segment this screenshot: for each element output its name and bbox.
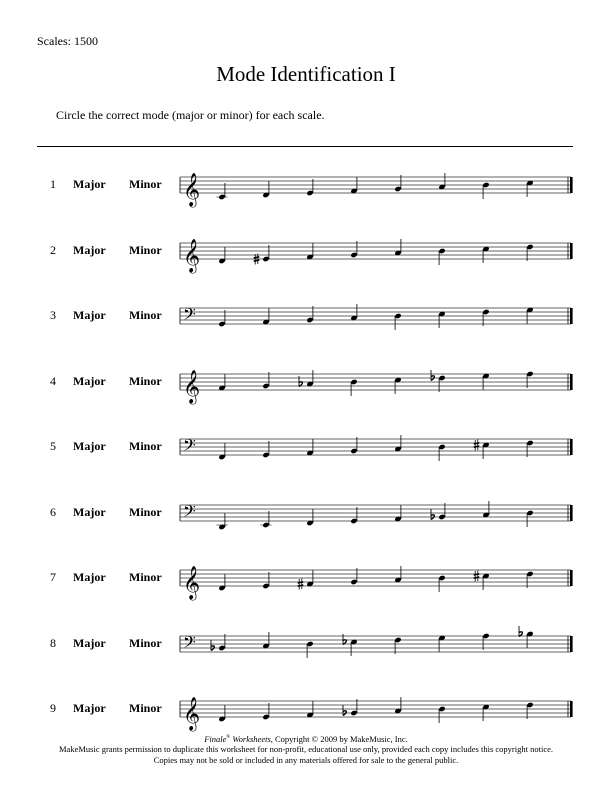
note <box>394 239 401 256</box>
bass-clef-icon: 𝄢 <box>183 304 196 328</box>
note <box>526 370 533 387</box>
note <box>306 640 313 657</box>
flat-icon <box>431 370 434 381</box>
exercise-number: 3 <box>50 308 56 322</box>
music-staff <box>0 291 612 341</box>
header-divider <box>37 146 573 147</box>
music-staff <box>0 226 612 276</box>
major-choice[interactable]: Major <box>73 439 106 453</box>
note <box>519 626 534 648</box>
note <box>306 439 313 456</box>
note <box>526 702 533 719</box>
note <box>394 505 401 522</box>
note <box>431 370 446 392</box>
bass-clef-icon: 𝄢 <box>183 500 196 525</box>
treble-clef-icon: 𝄞 <box>183 172 201 206</box>
sharp-icon <box>474 440 480 451</box>
note <box>218 374 225 391</box>
note <box>262 308 269 325</box>
note <box>218 705 225 722</box>
exercise-row <box>0 488 612 538</box>
note <box>394 175 401 192</box>
exercise-number: 4 <box>50 373 56 388</box>
note <box>438 706 445 723</box>
major-choice[interactable]: Major <box>73 504 106 519</box>
final-barline-thick <box>570 177 573 193</box>
exercise-number: 2 <box>50 242 56 257</box>
music-staff <box>0 160 612 210</box>
minor-choice[interactable]: Minor <box>129 439 162 453</box>
footer-worksheets: Worksheets <box>230 733 271 744</box>
music-staff <box>0 684 612 734</box>
note <box>394 566 401 583</box>
music-staff <box>0 422 612 472</box>
major-choice[interactable]: Major <box>73 373 106 388</box>
minor-choice[interactable]: Minor <box>129 242 162 257</box>
note <box>526 440 533 457</box>
note <box>482 309 489 326</box>
exercise-row <box>0 553 612 603</box>
bass-clef-icon: 𝄢 <box>183 435 196 459</box>
exercise-number: 8 <box>50 635 56 650</box>
note <box>262 703 269 720</box>
note <box>299 370 314 387</box>
note <box>262 372 269 389</box>
note <box>262 441 269 458</box>
minor-choice[interactable]: Minor <box>129 570 162 584</box>
music-staff <box>0 488 612 538</box>
treble-clef-icon: 𝄞 <box>183 368 201 403</box>
flat-icon <box>299 376 302 387</box>
final-barline-thick <box>570 636 573 652</box>
flat-icon <box>211 640 214 651</box>
note <box>394 636 401 653</box>
flat-icon <box>343 634 346 645</box>
note <box>306 243 313 260</box>
note <box>526 243 533 260</box>
note <box>438 575 445 592</box>
music-staff <box>0 553 612 603</box>
minor-choice[interactable]: Minor <box>129 701 162 715</box>
flat-icon <box>431 509 434 520</box>
note <box>526 180 533 197</box>
minor-choice[interactable]: Minor <box>129 635 162 650</box>
page-title: Mode Identification I <box>216 62 396 86</box>
final-barline-thick <box>570 308 573 324</box>
treble-clef-icon: 𝄞 <box>183 696 201 730</box>
note <box>218 443 225 460</box>
major-choice[interactable]: Major <box>73 701 106 715</box>
note <box>438 634 445 651</box>
note <box>261 511 272 528</box>
exercise-row <box>0 619 612 669</box>
music-staff <box>0 619 612 669</box>
footer-brand: Finale <box>204 733 227 744</box>
note <box>350 177 357 194</box>
worksheet-label: Scales: 1500 <box>37 34 98 48</box>
note <box>438 247 445 264</box>
final-barline-thick <box>570 505 573 521</box>
note <box>217 183 228 200</box>
note <box>343 634 358 656</box>
treble-clef-icon: 𝄞 <box>183 237 201 272</box>
note <box>306 306 313 323</box>
minor-choice[interactable]: Minor <box>129 504 162 519</box>
footer-reg-mark: ® <box>226 735 231 740</box>
note <box>211 634 226 651</box>
note <box>482 704 489 721</box>
flat-icon <box>343 705 346 716</box>
note <box>217 513 228 530</box>
minor-choice[interactable]: Minor <box>129 308 162 322</box>
major-choice[interactable]: Major <box>73 177 106 191</box>
note <box>306 701 313 718</box>
footer-copyright: , Copyright © 2009 by MakeMusic, Inc. <box>270 733 408 744</box>
minor-choice[interactable]: Minor <box>129 177 162 191</box>
note <box>298 570 314 590</box>
final-barline-thick <box>570 374 573 390</box>
note <box>394 376 401 393</box>
major-choice[interactable]: Major <box>73 570 106 584</box>
note <box>438 444 445 461</box>
note <box>482 245 489 262</box>
note <box>306 509 313 526</box>
note <box>482 501 489 518</box>
music-staff <box>0 357 612 407</box>
note <box>218 310 225 327</box>
note <box>526 307 533 324</box>
major-choice[interactable]: Major <box>73 308 106 322</box>
bass-clef-icon: 𝄢 <box>183 631 196 656</box>
note <box>306 179 313 196</box>
note <box>350 568 357 585</box>
note <box>350 507 357 524</box>
note <box>438 173 445 190</box>
final-barline-thick <box>570 243 573 259</box>
major-choice[interactable]: Major <box>73 635 106 650</box>
note <box>350 304 357 321</box>
note <box>394 435 401 452</box>
final-barline-thick <box>570 439 573 455</box>
exercise-row <box>0 357 612 407</box>
sharp-icon <box>298 579 304 590</box>
note <box>438 311 445 328</box>
footer-permission: MakeMusic grants permission to duplicate this worksheet for non-profit, educational use only, provided each copy includes this copyright notice. <box>59 744 553 755</box>
note <box>262 572 269 589</box>
exercise-row <box>0 291 612 341</box>
note <box>526 571 533 588</box>
flat-icon <box>519 626 522 637</box>
major-choice[interactable]: Major <box>73 242 106 257</box>
sharp-icon <box>474 571 480 582</box>
note <box>482 372 489 389</box>
note <box>482 182 489 199</box>
instructions: Circle the correct mode (major or minor) for each scale. <box>56 108 325 122</box>
exercise-row <box>0 422 612 472</box>
note <box>218 574 225 591</box>
note <box>350 437 357 454</box>
exercise-row <box>0 160 612 210</box>
note <box>474 440 490 460</box>
exercise-number: 5 <box>50 439 56 453</box>
note <box>394 313 401 330</box>
note <box>526 509 533 526</box>
final-barline-thick <box>570 701 573 717</box>
note <box>394 697 401 714</box>
note <box>262 632 269 649</box>
copyright-footer <box>0 733 612 765</box>
footer-restriction: Copies may not be sold or included in any materials offered for sale to the general public. <box>153 754 459 765</box>
note <box>431 503 446 520</box>
note <box>474 571 490 591</box>
exercise-number: 9 <box>50 701 56 715</box>
exercise-number: 1 <box>50 177 56 191</box>
note <box>262 181 269 198</box>
note <box>350 378 357 395</box>
exercise-row <box>0 226 612 276</box>
exercise-number: 7 <box>50 570 56 584</box>
note <box>482 632 489 649</box>
exercise-number: 6 <box>50 504 56 519</box>
treble-clef-icon: 𝄞 <box>183 565 201 599</box>
note <box>343 699 358 716</box>
minor-choice[interactable]: Minor <box>129 373 162 388</box>
exercise-row <box>0 684 612 734</box>
note <box>218 247 225 264</box>
final-barline-thick <box>570 570 573 586</box>
note <box>350 241 357 258</box>
